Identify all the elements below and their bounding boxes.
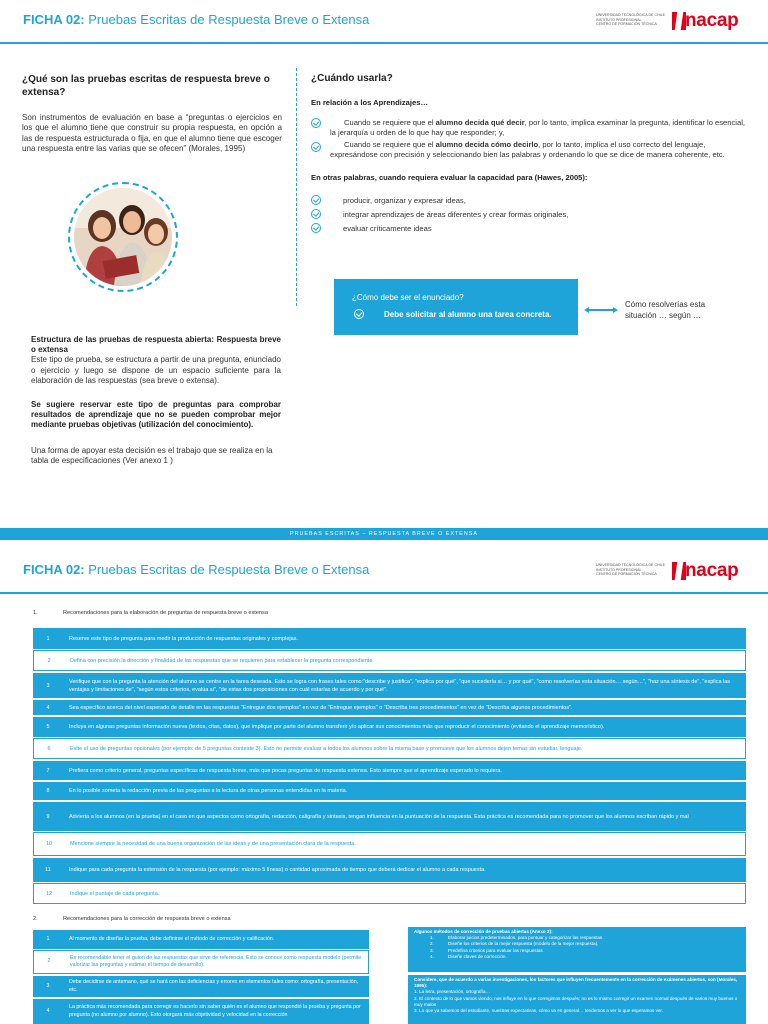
other-words-label: En otras palabras, cuando requiera evaluar la capacidad para (Hawes, 2005):	[311, 173, 588, 182]
page1-header	[0, 0, 768, 40]
bullet-decide-how: Cuando se requiere que el alumno decida cómo decirlo, por lo tanto, implica el uso correcto del lenguaje, expresándose con precisión y seleccionando bien las palabras y ordenando lo que se dice de manera coherente, etc.	[330, 140, 725, 159]
double-arrow-icon	[588, 309, 614, 311]
structure-body: Este tipo de prueba, se estructura a partir de una pregunta, enunciado o ejercicio y luego se dispone de un espacio suficiente para la elaboración de las respuestas (sea breve o extensa).	[31, 355, 281, 385]
table-row: 1 Reserve este tipo de pregunta para medir la producción de respuestas originales y complejas.	[33, 627, 746, 649]
method-item: 3. Predefina criterios para evaluar las respuestas	[430, 947, 543, 953]
enunciado-box	[334, 279, 578, 335]
table-row: 3 Verifique que con la pregunta la atención del alumno se centre en la tarea deseada. Esto se logra con frases tales como:"describe y justifica", "explica por qué", "que sucedería si… y por qué", "como resolverías esta situación… según…", "haz una síntesis de", "explica las ventajas y limitaciones de", "según estos criterios, evalúa si", "de estas dos proposiciones con cuál estarías de acuerdo y por qué".	[33, 672, 746, 698]
table-row: 4 Sea específico acerca del nivel esperado de detalle en las respuestas "Entregue dos ejemplos" en vez de "Entregue ejemplos" o "Describa tres procedimientos" en vez de "Describa algunos procedimientos".	[33, 699, 746, 715]
inacap-logo-mark-icon	[672, 12, 686, 30]
students-illustration	[74, 188, 172, 286]
method-item: 1. Elaborar juicios predeterminados, para puntuar y categorizar las respuestas.	[430, 935, 604, 941]
factors-title: Considere, que de acuerdo a varias investigaciones, los factores que influyen frecuentemente en la corrección de exámenes abiertos, son (Morales, 1995):	[414, 977, 738, 989]
method-item: 4. Diseñe claves de corrección.	[430, 953, 507, 959]
section2-heading: 2. Recomendaciones para la corrección de respuesta breve o extensa	[33, 916, 231, 922]
students-photo	[68, 182, 178, 292]
column-divider	[296, 68, 297, 306]
table-row: 1 Al momento de diseñar la prueba, debe definirse el método de corrección y calificación.	[33, 929, 369, 949]
inacap-logo-mark-icon	[672, 562, 686, 580]
structure-title: Estructura de las pruebas de respuesta abierta: Respuesta breve o extensa	[31, 335, 281, 355]
methods-title: Algunos métodos de corrección de pruebas abiertas (Anexo 2):	[414, 929, 553, 934]
enunciado-answer: Debe solicitar al alumno una tarea concreta.	[384, 310, 552, 319]
check-circle-icon	[311, 195, 321, 205]
table-row: 7 Prefiera como criterio general, preguntas específicas de respuesta breve, más que pocas preguntas de respuesta extensa. Esto siempre que el aprendizaje esperado lo requiera.	[33, 760, 746, 780]
section1-heading: 1. Recomendaciones para la elaboración de preguntas de respuesta breve o extensa	[33, 610, 268, 616]
support-text: Una forma de apoyar esta decisión es el trabajo que se realiza en la tabla de especificaciones (Ver anexo 1 )	[31, 446, 273, 466]
method-item: 2. Diseñe los criterios de la mejor respuesta (modelo de la mejor respuesta).	[430, 941, 599, 947]
institution-text: UNIVERSIDAD TECNOLÓGICA DE CHILE INSTITUTO PROFESIONAL CENTRO DE FORMACIÓN TÉCNICA	[596, 13, 666, 27]
header-rule	[0, 592, 768, 594]
table-row: 5 Incluya en algunas preguntas información nueva (textos, citas, datos), que implique por parte del alumno transferir y/o aplicar sus conocimientos más que reproducir el conocimiento (evitando el aprendizaje memorístico).	[33, 716, 746, 737]
check-circle-icon	[311, 118, 321, 128]
table-row: 3 Debe decidirse de antemano, qué se hará con las deficiencias y errores en elementos tales como: ortografía, presentación, etc.	[33, 975, 369, 997]
check-circle-icon	[311, 142, 321, 152]
table-row: 2 Defina con precisión la dirección y finalidad de las respuestas que se requieren para establecer la pregunta correspondiente.	[33, 650, 746, 671]
definition-text: Son instrumentos de evaluación en base a “preguntas o ejercicios en los que el alumno tiene que construir su propia respuesta, en opción a las de respuesta estructurada o fija, en que el alumno tiene que escoger una respuesta entre las varias que se ofecen” (Morales, 1995)	[22, 113, 282, 154]
example-text: Cómo resolverías esta situación … según …	[625, 300, 706, 320]
check-circle-icon	[311, 223, 321, 233]
factor-item: 1. La letra, presentación, ortografía…	[414, 989, 491, 995]
logo-text: nacap	[685, 10, 739, 31]
capacity-item: producir, organizar y expresar ideas,	[343, 196, 466, 205]
table-row: 11 Indique para cada pregunta la extensión de la respuesta (por ejemplo: máximo 5 líneas) o cantidad aproximada de tiempo que deberá dedicar el alumno a cada respuesta.	[33, 857, 746, 882]
logo-text: nacap	[685, 560, 739, 581]
factor-item: 3. Lo que ya sabemos del estudiante, nuestras expectativas, cómo va en general… tendemos a ver lo que esperamos ver.	[414, 1008, 663, 1014]
what-are-question: ¿Qué son las pruebas escritas de respuesta breve o extensa?	[22, 74, 270, 98]
factor-item: 2. El contexto de lo que vamos viendo, nos influye en lo que corregimos después; no es lo mismo corregir un examen normal después de varios muy buenos o muy malos	[414, 995, 738, 1007]
capacity-item: evaluar críticamente ideas	[343, 224, 432, 233]
suggestion-text: Se sugiere reservar este tipo de preguntas para comprobar resultados de aprendizaje que no se pueden comprobar mejor mediante pruebas objetivas (utilización del conocimiento).	[31, 400, 281, 430]
institution-text: UNIVERSIDAD TECNOLÓGICA DE CHILE INSTITUTO PROFESIONAL CENTRO DE FORMACIÓN TÉCNICA	[596, 563, 666, 577]
bullet-decide-what: Cuando se requiere que el alumno decida qué decir, por lo tanto, implica examinar la pregunta, identificar lo esencial, la jerarquía u orden de lo que hay que responder; y,	[330, 118, 746, 137]
table-row: 9 Advierta a los alumnos (en la prueba) en el caso en que aspectos como ortografía, redacción, caligrafía y sintaxis, tengan influencia en la puntuación de la respuesta. Esta práctica es recomendada para no promover que los alumnos escriban rápido y mal	[33, 801, 746, 831]
table-row: 12 Indique el puntaje de cada pregunta.	[33, 883, 746, 904]
table-row: 2 Es recomendable tener el guion de las respuestas que sirve de referencia. Esto se conoce como respuesta modelo (permite valorizar las preguntas y estimar el tiempo de desarrollo).	[33, 950, 369, 974]
correction-methods-box	[408, 927, 746, 972]
enunciado-question: ¿Cómo debe ser el enunciado?	[352, 293, 464, 302]
page2-header	[0, 550, 768, 590]
check-circle-icon	[354, 309, 364, 319]
table-row: 8 En lo posible someta la redacción previa de las preguntas a la lectura de otras personas entendidas en la materia.	[33, 781, 746, 800]
learning-relation-label: En relación a los Aprendizajes…	[311, 98, 429, 107]
page2-title: FICHA 02: Pruebas Escritas de Respuesta Breve o Extensa	[23, 562, 370, 577]
capacity-item: integrar aprendizajes de áreas diferentes y crear formas originales,	[343, 210, 569, 219]
check-circle-icon	[311, 209, 321, 219]
table-row: 10 Mencione siempre la necesidad de una buena organización de las ideas y de una presentación clara de la respuesta.	[33, 832, 746, 856]
when-to-use-question: ¿Cuándo usarla?	[311, 73, 393, 84]
table-row: 6 Evite el uso de preguntas opcionales (por ejemplo: de 5 preguntas conteste 3). Esto no permite evaluar a todos los alumnos sobre la misma base y promueve que los alumnos dejen temas sin estudiar. lenguaje.	[33, 738, 746, 759]
section-band: PRUEBAS ESCRITAS – RESPUESTA BREVE O EXTENSA	[0, 528, 768, 540]
header-rule	[0, 42, 768, 44]
page1-title: FICHA 02: Pruebas Escritas de Respuesta Breve o Extensa	[23, 12, 370, 27]
structure-section	[31, 335, 281, 386]
table-row: 4 La práctica más recomendada para corregir es hacerlo sin saber quién es el alumno que respondió la prueba y pregunta por pregunta (no alumno por alumno). Esto otorgará más objetividad y velocidad en la corrección	[33, 998, 369, 1024]
factors-box	[408, 975, 746, 1024]
